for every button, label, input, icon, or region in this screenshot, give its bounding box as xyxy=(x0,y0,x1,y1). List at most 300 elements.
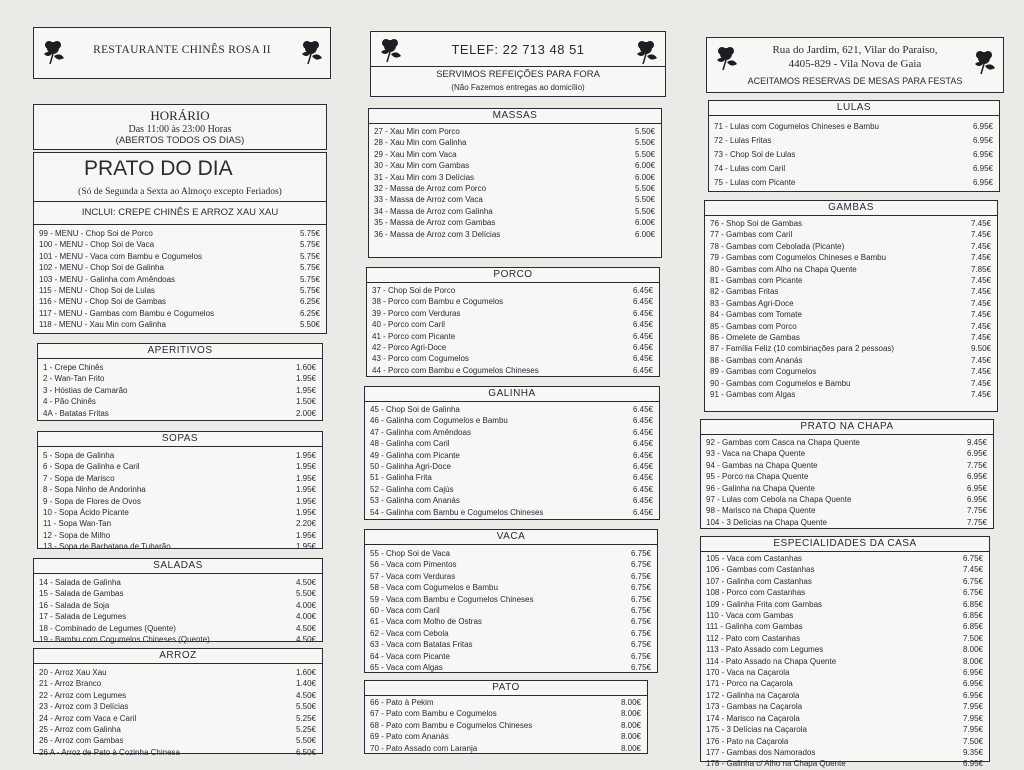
menu-item xyxy=(39,308,320,319)
menu-item-name: 46 - Galinha com Cogumelos e Bambu xyxy=(370,416,508,426)
menu-item-name: 14 - Salada de Galinha xyxy=(39,578,121,587)
menu-item-price: 7.95€ xyxy=(962,713,983,723)
menu-item-name: 58 - Vaca com Cogumelos e Bambu xyxy=(370,583,498,593)
menu-item-price: 6.95€ xyxy=(962,759,983,769)
galinha-title: GALINHA xyxy=(365,387,659,402)
menu-item-name: 59 - Vaca com Bambu e Cogumelos Chineses xyxy=(370,594,534,604)
menu-item-price: 7.45€ xyxy=(970,241,991,251)
menu-item-price: 8.00€ xyxy=(962,656,983,666)
menu-item-price: 6.75€ xyxy=(630,549,651,558)
prato-do-dia-includes: INCLUI: CREPE CHINÊS E ARROZ XAU XAU xyxy=(34,201,326,225)
menu-item-name: 94 - Gambas na Chapa Quente xyxy=(706,460,818,470)
menu-item xyxy=(39,274,320,285)
menu-item-name: 67 - Pato com Bambu e Cogumelos xyxy=(370,709,497,719)
menu-item-name: 7 - Sopa de Marisco xyxy=(43,473,115,483)
menu-item xyxy=(374,229,655,240)
menu-item-price: 1.95€ xyxy=(295,473,316,483)
menu-item xyxy=(706,701,983,712)
menu-item-price: 2.20€ xyxy=(295,519,316,529)
menu-item xyxy=(370,743,641,754)
menu-item-name: 97 - Lulas com Cebola na Chapa Quente xyxy=(706,495,852,505)
menu-item-price: 6.45€ xyxy=(632,473,653,483)
menu-item xyxy=(43,362,316,373)
menu-item xyxy=(374,137,655,148)
menu-item-price: 6.95€ xyxy=(966,472,987,482)
menu-item-name: 57 - Vaca com Verduras xyxy=(370,571,456,581)
gambas-title: GAMBAS xyxy=(705,201,997,216)
menu-item-price: 6.25€ xyxy=(299,308,320,318)
menu-item-name: 31 - Xau Min com 3 Delícias xyxy=(374,172,475,182)
menu-item-price: 6.75€ xyxy=(630,617,651,627)
menu-item-price: 4.50€ xyxy=(295,635,316,645)
menu-item-name: 23 - Arroz com 3 Delícias xyxy=(39,702,129,712)
menu-item-price: 6.45€ xyxy=(632,320,653,330)
menu-item-price: 1.95€ xyxy=(295,462,316,472)
menu-item xyxy=(374,217,655,228)
menu-item-name: 34 - Massa de Arroz com Galinha xyxy=(374,206,493,216)
aperitivos-title: APERITIVOS xyxy=(38,344,322,359)
prato-do-dia-title: PRATO DO DIA xyxy=(84,157,233,180)
massas-box xyxy=(368,108,662,258)
menu-item-name: 91 - Gambas com Algas xyxy=(710,390,796,400)
menu-item-price: 6.95€ xyxy=(972,122,993,131)
menu-item-name: 111 - Galinha com Gambas xyxy=(706,622,803,632)
menu-item xyxy=(706,690,983,701)
menu-item-price: 6.45€ xyxy=(632,308,653,318)
menu-item-name: 109 - Galinha Frita com Gambas xyxy=(706,599,823,609)
menu-item-price: 5.50€ xyxy=(299,320,320,330)
menu-item xyxy=(706,437,987,448)
menu-item xyxy=(706,599,983,610)
menu-item xyxy=(710,218,991,229)
menu-item-name: 54 - Galinha com Bambu e Cogumelos Chineses xyxy=(370,507,544,517)
menu-item-price: 7.45€ xyxy=(970,355,991,365)
menu-item xyxy=(706,576,983,587)
menu-item xyxy=(370,472,653,483)
no-delivery-text: (Não Fazemos entregas ao domicílio) xyxy=(451,83,585,92)
menu-item-name: 2 - Wan-Tan Frito xyxy=(43,374,105,384)
menu-item xyxy=(370,559,651,570)
menu-item-price: 4.00€ xyxy=(295,612,316,622)
menu-item-name: 102 - MENU - Chop Soi de Galinha xyxy=(39,263,164,273)
menu-item-price: 6.00€ xyxy=(634,161,655,171)
menu-item-name: 56 - Vaca com Pimentos xyxy=(370,560,457,570)
menu-item-price: 7.95€ xyxy=(962,725,983,735)
menu-item xyxy=(710,298,991,309)
menu-item-price: 6.00€ xyxy=(634,218,655,228)
menu-item-name: 22 - Arroz com Legumes xyxy=(39,690,127,700)
gambas-list xyxy=(710,218,991,401)
menu-item-name: 104 - 3 Delícias na Chapa Quente xyxy=(706,517,827,527)
menu-item xyxy=(714,120,993,134)
pato-list xyxy=(370,697,641,754)
menu-item-price: 6.75€ xyxy=(630,560,651,570)
saladas-list xyxy=(39,577,316,645)
menu-item-name: 83 - Gambas Agri-Doce xyxy=(710,298,794,308)
rose-icon xyxy=(711,42,741,72)
menu-item xyxy=(710,366,991,377)
menu-item xyxy=(710,252,991,263)
menu-item xyxy=(370,548,651,559)
especialidades-box xyxy=(700,536,990,769)
menu-item-price: 6.45€ xyxy=(632,286,653,295)
menu-item-price: 5.50€ xyxy=(634,206,655,216)
menu-item-name: 13 - Sopa de Barbatana de Tubarão xyxy=(43,542,171,552)
menu-item xyxy=(39,667,316,678)
menu-item-price: 7.45€ xyxy=(970,390,991,400)
menu-item-name: 38 - Porco com Bambu e Cogumelos xyxy=(372,297,504,307)
menu-item-name: 172 - Galinha na Caçarola xyxy=(706,690,800,700)
menu-item xyxy=(706,610,983,621)
menu-item-name: 112 - Pato com Castanhas xyxy=(706,633,801,643)
menu-item xyxy=(710,229,991,240)
menu-item-price: 9.50€ xyxy=(970,344,991,354)
prato-do-dia-box xyxy=(33,152,327,334)
menu-item-price: 5.50€ xyxy=(295,702,316,712)
rose-icon xyxy=(969,46,999,76)
arroz-box xyxy=(33,648,323,757)
restaurant-name-box xyxy=(33,27,331,79)
menu-item-name: 20 - Arroz Xau Xau xyxy=(39,668,107,677)
menu-item-price: 1.95€ xyxy=(295,542,316,552)
menu-item-name: 51 - Galinha Frita xyxy=(370,473,432,483)
menu-item-price: 7.45€ xyxy=(970,253,991,263)
menu-item-name: 26 A - Arroz de Pato à Cozinha Chinesa xyxy=(39,747,180,757)
menu-item-price: 1.40€ xyxy=(295,679,316,689)
menu-item xyxy=(706,667,983,678)
menu-item xyxy=(43,530,316,541)
menu-item-name: 175 - 3 Delícias na Caçarola xyxy=(706,725,807,735)
menu-item-price: 7.45€ xyxy=(970,367,991,377)
menu-item-name: 60 - Vaca com Caril xyxy=(370,606,440,616)
menu-item-name: 88 - Gambas com Ananás xyxy=(710,355,803,365)
menu-item xyxy=(39,634,316,645)
menu-item-name: 100 - MENU - Chop Soi de Vaca xyxy=(39,240,155,250)
menu-item-price: 7.50€ xyxy=(962,633,983,643)
menu-item-name: 64 - Vaca com Picante xyxy=(370,651,450,661)
serve-out-text: SERVIMOS REFEIÇÕES PARA FORA xyxy=(436,69,600,80)
menu-item-name: 25 - Arroz com Galinha xyxy=(39,725,121,735)
menu-item xyxy=(370,495,653,506)
menu-item-name: 47 - Galinha com Amêndoas xyxy=(370,427,471,437)
menu-item-name: 16 - Salada de Soja xyxy=(39,600,110,610)
menu-item-name: 105 - Vaca com Castanhas xyxy=(706,554,802,563)
menu-item xyxy=(370,651,651,662)
menu-item-price: 6.45€ xyxy=(632,462,653,472)
restaurant-name: RESTAURANTE CHINÊS ROSA II xyxy=(93,44,271,56)
menu-item-name: 49 - Galinha com Picante xyxy=(370,450,460,460)
menu-item-name: 68 - Pato com Bambu e Cogumelos Chineses xyxy=(370,720,533,730)
menu-item-name: 101 - MENU - Vaca com Bambu e Cogumelos xyxy=(39,251,203,261)
menu-item-price: 6.00€ xyxy=(634,172,655,182)
menu-item xyxy=(370,708,641,719)
menu-item-name: 117 - MENU - Gambas com Bambu e Cogumelos xyxy=(39,308,215,318)
menu-item xyxy=(39,285,320,296)
menu-item xyxy=(714,176,993,190)
menu-item-price: 9.35€ xyxy=(962,747,983,757)
menu-item xyxy=(43,385,316,396)
menu-item xyxy=(43,450,316,461)
menu-item-price: 1.95€ xyxy=(295,485,316,495)
menu-item xyxy=(370,662,651,673)
menu-item xyxy=(372,342,653,353)
menu-item xyxy=(370,616,651,627)
menu-item-name: 61 - Vaca com Molho de Ostras xyxy=(370,617,482,627)
menu-item-name: 28 - Xau Min com Galinha xyxy=(374,138,467,148)
menu-item xyxy=(710,321,991,332)
menu-item-name: 107 - Galinha com Castanhas xyxy=(706,576,812,586)
menu-item xyxy=(39,678,316,689)
menu-item xyxy=(714,148,993,162)
arroz-title: ARROZ xyxy=(34,649,322,664)
menu-item xyxy=(710,343,991,354)
menu-item-price: 6.85€ xyxy=(962,599,983,609)
menu-item-name: 19 - Bambu com Cogumelos Chineses (Quente) xyxy=(39,635,210,645)
menu-item-price: 6.75€ xyxy=(630,583,651,593)
menu-item-price: 6.75€ xyxy=(630,606,651,616)
menu-item-name: 76 - Shop Soi de Gambas xyxy=(710,219,803,228)
menu-item xyxy=(706,747,983,758)
menu-item-name: 108 - Porco com Castanhas xyxy=(706,588,806,598)
menu-item-price: 5.50€ xyxy=(634,127,655,136)
menu-item-name: 69 - Pato com Ananás xyxy=(370,732,449,742)
menu-item xyxy=(39,713,316,724)
menu-item xyxy=(43,473,316,484)
menu-item-price: 6.45€ xyxy=(632,439,653,449)
menu-item xyxy=(372,285,653,296)
menu-item-name: 62 - Vaca com Cebola xyxy=(370,628,449,638)
menu-item-price: 7.45€ xyxy=(970,298,991,308)
menu-item-name: 82 - Gambas Fritas xyxy=(710,287,779,297)
menu-item xyxy=(43,484,316,495)
menu-item xyxy=(706,724,983,735)
menu-item-price: 7.75€ xyxy=(966,517,987,527)
prato-na-chapa-box xyxy=(700,419,994,529)
menu-item-price: 7.45€ xyxy=(970,378,991,388)
menu-item-price: 8.00€ xyxy=(620,743,641,753)
menu-item-name: 1 - Crepe Chinês xyxy=(43,363,104,372)
sopas-title: SOPAS xyxy=(38,432,322,447)
menu-item-name: 89 - Gambas com Cogumelos xyxy=(710,367,817,377)
menu-item-name: 21 - Arroz Branco xyxy=(39,679,102,689)
menu-item-name: 10 - Sopa Ácido Picante xyxy=(43,508,129,518)
menu-item xyxy=(710,378,991,389)
menu-item-price: 6.75€ xyxy=(630,651,651,661)
galinha-list xyxy=(370,404,653,518)
pato-box xyxy=(364,680,648,754)
menu-item-name: 103 - MENU - Galinha com Amêndoas xyxy=(39,274,176,284)
saladas-box xyxy=(33,558,323,645)
menu-item-name: 74 - Lulas com Caril xyxy=(714,164,786,173)
menu-item-price: 6.95€ xyxy=(962,690,983,700)
menu-item-price: 6.85€ xyxy=(962,611,983,621)
menu-item-price: 6.95€ xyxy=(966,495,987,505)
menu-item xyxy=(43,461,316,472)
rose-icon xyxy=(296,36,326,66)
arroz-list xyxy=(39,667,316,758)
especialidades-title: ESPECIALIDADES DA CASA xyxy=(701,537,989,552)
menu-item-name: 78 - Gambas com Cebolada (Picante) xyxy=(710,241,845,251)
menu-item xyxy=(370,697,641,708)
menu-item-price: 6.85€ xyxy=(962,622,983,632)
menu-item xyxy=(43,408,316,419)
menu-item xyxy=(370,594,651,605)
menu-item-name: 80 - Gambas com Alho na Chapa Quente xyxy=(710,264,857,274)
menu-item-price: 6.45€ xyxy=(632,450,653,460)
gambas-box xyxy=(704,200,998,412)
menu-item-price: 6.75€ xyxy=(630,594,651,604)
menu-item-price: 7.45€ xyxy=(970,287,991,297)
menu-item-price: 1.95€ xyxy=(295,451,316,460)
horario-box xyxy=(33,104,327,150)
massas-title: MASSAS xyxy=(369,109,661,124)
menu-item xyxy=(370,731,641,742)
menu-item xyxy=(39,228,320,239)
menu-item-name: 18 - Combinado de Legumes (Quente) xyxy=(39,623,176,633)
menu-item-price: 1.95€ xyxy=(295,508,316,518)
menu-item xyxy=(43,507,316,518)
menu-item xyxy=(370,582,651,593)
menu-item xyxy=(706,644,983,655)
menu-item xyxy=(370,404,653,415)
sopas-list xyxy=(43,450,316,553)
menu-item-name: 53 - Galinha com Ananás xyxy=(370,496,460,506)
menu-item-name: 173 - Gambas na Caçarola xyxy=(706,702,803,712)
menu-item-name: 30 - Xau Min com Gambas xyxy=(374,161,470,171)
menu-item xyxy=(370,415,653,426)
menu-item-name: 4A - Batatas Fritas xyxy=(43,408,109,418)
menu-item-price: 6.45€ xyxy=(632,484,653,494)
menu-item-price: 6.75€ xyxy=(962,588,983,598)
prato-do-dia-list xyxy=(39,228,320,331)
prato-na-chapa-list xyxy=(706,437,987,528)
menu-item-price: 7.50€ xyxy=(962,736,983,746)
menu-item-price: 5.75€ xyxy=(299,251,320,261)
menu-item xyxy=(706,448,987,459)
menu-item xyxy=(39,600,316,611)
menu-item-name: 118 - MENU - Xau Min com Galinha xyxy=(39,320,167,330)
menu-item xyxy=(710,241,991,252)
reservations-text: ACEITAMOS RESERVAS DE MESAS PARA FESTAS xyxy=(747,76,963,86)
menu-item xyxy=(706,656,983,667)
menu-item xyxy=(706,494,987,505)
menu-item-price: 6.75€ xyxy=(630,663,651,673)
menu-item-price: 1.50€ xyxy=(295,397,316,407)
menu-item-price: 6.95€ xyxy=(972,178,993,187)
menu-item-name: 39 - Porco com Verduras xyxy=(372,308,461,318)
rose-icon xyxy=(631,36,661,66)
menu-item-price: 5.75€ xyxy=(299,286,320,296)
menu-item-price: 6.95€ xyxy=(962,679,983,689)
menu-item-name: 99 - MENU - Chop Soi de Porco xyxy=(39,229,153,238)
menu-item-name: 63 - Vaca com Batatas Fritas xyxy=(370,640,473,650)
menu-item-price: 5.75€ xyxy=(299,229,320,238)
menu-item-name: 85 - Gambas com Porco xyxy=(710,321,797,331)
menu-item xyxy=(370,720,641,731)
menu-item-price: 7.45€ xyxy=(970,276,991,286)
menu-item xyxy=(372,308,653,319)
menu-item-name: 178 - Galinha c/ Alho na Chapa Quente xyxy=(706,759,846,769)
menu-item-price: 1.95€ xyxy=(295,530,316,540)
menu-item xyxy=(43,518,316,529)
menu-item xyxy=(370,438,653,449)
menu-item-name: 37 - Chop Soi de Porco xyxy=(372,286,456,295)
menu-item xyxy=(39,701,316,712)
menu-item-price: 6.75€ xyxy=(630,628,651,638)
lulas-box xyxy=(708,100,1000,192)
menu-item-price: 4.50€ xyxy=(295,623,316,633)
menu-item xyxy=(374,149,655,160)
menu-item xyxy=(39,724,316,735)
menu-item xyxy=(706,471,987,482)
menu-item-name: 96 - Galinha na Chapa Quente xyxy=(706,483,815,493)
menu-item xyxy=(39,747,316,758)
menu-item-price: 5.50€ xyxy=(634,184,655,194)
menu-item-name: 40 - Porco com Caril xyxy=(372,320,445,330)
menu-item-name: 87 - Família Feliz (10 combinações para 2 pessoas) xyxy=(710,344,895,354)
menu-item-price: 6.45€ xyxy=(632,331,653,341)
menu-item-name: 36 - Massa de Arroz com 3 Delícias xyxy=(374,229,501,239)
menu-item xyxy=(706,483,987,494)
saladas-title: SALADAS xyxy=(34,559,322,574)
menu-item-name: 113 - Pato Assado com Legumes xyxy=(706,645,824,655)
menu-item-price: 6.00€ xyxy=(634,229,655,239)
menu-item-price: 6.75€ xyxy=(962,554,983,563)
menu-item-name: 86 - Omelete de Gambas xyxy=(710,333,800,343)
menu-item-price: 7.45€ xyxy=(970,333,991,343)
sopas-box xyxy=(37,431,323,552)
menu-item-name: 26 - Arroz com Gambas xyxy=(39,736,124,746)
menu-item-price: 1.95€ xyxy=(295,385,316,395)
aperitivos-box xyxy=(37,343,323,421)
menu-item xyxy=(706,587,983,598)
menu-item-price: 7.95€ xyxy=(962,702,983,712)
menu-item-price: 9.45€ xyxy=(966,438,987,447)
menu-item-price: 5.25€ xyxy=(295,725,316,735)
address-line1: Rua do Jardim, 621, Vilar do Paraiso, xyxy=(772,44,938,56)
menu-item xyxy=(39,735,316,746)
menu-item-name: 93 - Vaca na Chapa Quente xyxy=(706,449,806,459)
menu-item-price: 6.45€ xyxy=(632,427,653,437)
menu-item-name: 114 - Pato Assado na Chapa Quente xyxy=(706,656,837,666)
menu-item-name: 171 - Porco na Caçarola xyxy=(706,679,793,689)
menu-item xyxy=(706,460,987,471)
menu-item-price: 6.45€ xyxy=(632,496,653,506)
menu-item xyxy=(39,588,316,599)
menu-item-name: 11 - Sopa Wan-Tan xyxy=(43,519,112,529)
menu-item xyxy=(39,319,320,330)
menu-item xyxy=(43,373,316,384)
menu-item-price: 4.50€ xyxy=(295,578,316,587)
menu-item xyxy=(706,736,983,747)
menu-item-name: 8 - Sopa Ninho de Andorinha xyxy=(43,485,146,495)
menu-item-name: 6 - Sopa de Galinha e Caril xyxy=(43,462,140,472)
menu-item-name: 176 - Pato na Caçarola xyxy=(706,736,789,746)
menu-item xyxy=(374,172,655,183)
menu-item-price: 5.50€ xyxy=(295,736,316,746)
massas-list xyxy=(374,126,655,240)
menu-item-price: 6.50€ xyxy=(295,747,316,757)
menu-item xyxy=(372,319,653,330)
aperitivos-list xyxy=(43,362,316,419)
menu-item-name: 27 - Xau Min com Porco xyxy=(374,127,460,136)
menu-item xyxy=(39,577,316,588)
menu-item xyxy=(372,331,653,342)
menu-item-name: 95 - Porco na Chapa Quente xyxy=(706,472,809,482)
menu-item-name: 73 - Chop Soi de Lulas xyxy=(714,150,796,159)
menu-item-price: 1.95€ xyxy=(295,374,316,384)
porco-box xyxy=(366,267,660,377)
